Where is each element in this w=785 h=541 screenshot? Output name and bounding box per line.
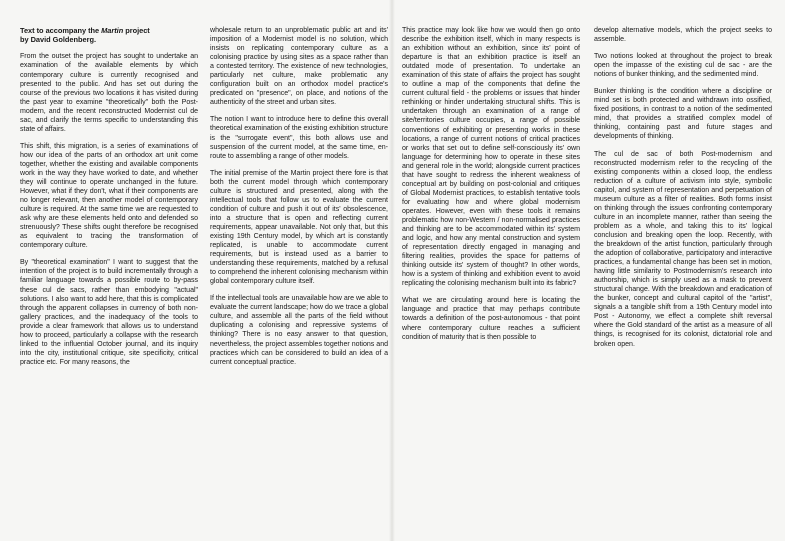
text-column-3 (402, 26, 580, 350)
paragraph: What we are circulating around here is locating the language and practice that may perhaps contribute towards a definition of the post-autonomous - that point where contemporary culture reaches a sufficient condition of maturity that is then possible to (402, 297, 580, 341)
paragraph: Bunker thinking is the condition where a discipline or mind set is both protected and withdrawn into ossified, fixed positions, in contrast to a notion of the sedimented mind, that provides a stratified complex model of thinking, containing past and future stages and developments of thinking. (594, 88, 772, 141)
title-suffix: project (123, 26, 150, 35)
paragraph: The initial premise of the Martin project there fore is that both the current model through which contemporary culture is structured and presented, along with the intellectual tools that follow us to evaluate the current condition of culture and push it out of its' obsolescence, into a structure that is open and reflecting current requirements, appear unavailable. Not only that, but this existing 19th Century model, by which art is constantly replicated, is unable to accommodate current requirements, but is instead used as a barrier to understanding these requirements, matched by a refusal to comprehend the inherent colonising mechanism within global contemporary culture itself. (210, 169, 388, 286)
paragraph: From the outset the project has sought to undertake an examination of the available elements by which contemporary culture is currently recognised and presented to the public. And has set out during the course of the previous two locations it has visited during the past year to examine "theoretically" both the Post-modern, and the recent reconstructed Modernist cul de sac, and clarify the terms specific to understanding this state of affairs. (20, 53, 198, 133)
paragraph: This practice may look like how we would then go onto describe the exhibition itself, which in many respects is an exhibition without an exhibition, since its' point of departure is that an exhibition practice is itself an outdated mode of presentation. To undertake an examination of this state of affairs the project has sought to outline a map of the components that define the current cultural field - the problems or issues that hinder rethinking or hinder undertaking structural shifts. This is undertaken through an examination of a range of site/territories culture occupies, a range of possible conventions of exhibiting or presenting works in these locations, a range of current notions of critical practices or works that set out to define self-consciously its' own language for determining how to operate in these sites and general role in the world; alongside current practices that have sought to redress the inherent weakness of conceptual art by building on post-colonial and critiques of Global Modernist practices, to establish tentative tools for evaluating how and where global modernism operates. However, even with these tools it remains problematic how non-Western / non-normalised practices and thinking are to be accommodated within its' system and logic, and how any mental construction and system of representation directly engaged in managing and filtering realities, provides the space for patterns of thinking outside its' system of thought? In other words, how is a system of thinking and exhibition event to avoid replicating the colonising mechanism built into its fabric? (402, 27, 580, 288)
paragraph: The cul de sac of both Post-modernism and reconstructed modernism refer to the recycling of the existing components within a closed loop, the endless reduction of a culture of activism into style, symbolic capitol, and system of representation and perpetuation of museum culture as a filter of realities. Both forms insist on thinking through the issues confronting contemporary culture in an incomplete manner, rather than seeing the problem as a whole, and taking this to its' logical conclusion and breaking open the loop. Recently, with the breakdown of the artist function, particularly through the adoption of collaborative, participatory and interactive practices, a fundamental change has been set in motion, having little similarity to Postmodernism's research into authorship, which is simply used as a mask to prevent structural change. With the breakdown and eradication of the bunker, concept and cultural capitol of the "artist", signals a a tangible shift from a 19th Century model into Post - Autonomy, we effect a complete shift reversal where the Gold standard of the artist as a measure of all things, is recognised for its colonist, dictatorial role and broken open. (594, 150, 772, 348)
paragraph: Two notions looked at throughout the project to break open the impasse of the existing cul de sac - are the notions of bunker thinking, and the sedimented mind. (594, 53, 772, 79)
page-spine (389, 0, 395, 541)
paragraph: develop alternative models, which the project seeks to assemble. (594, 27, 772, 44)
paragraph: By "theoretical examination" I want to suggest that the intention of the project is to build incrementally through a familiar language towards a possible route to by-pass these cul de sacs, rather than embodying "actual" solutions. I also want to add here, that this is complicated through the apparent collapses in currency of both non-gallery practices, and the inadequacy of the tools to provide a clear framework that allows us to understand how to proceed, particularly a collapse with the research linked to the influential October journal, and its inquiry into the city, institutional critique, site specificity, critical practice etc. For many reasons, the (20, 259, 198, 366)
paragraph: wholesale return to an unproblematic public art and its' imposition of a Modernist model is no solution, which insists on replicating contemporary culture as a colonising practice by using sites as a space rather than a contested territory. The existence of new technologies, particularly net culture, make problematic any configuration built on an orthodox model practice's predicated on "presence", on place, and notions of the authenticity of the street and urban sites. (210, 27, 388, 107)
text-column-1 (20, 26, 198, 375)
document-author: by David Goldenberg. (20, 35, 96, 45)
title-prefix: Text to accompany the (20, 26, 102, 35)
paragraph: If the intellectual tools are unavailable how are we able to evaluate the current landscape; how do we trace a global culture, and assemble all the parts of the field without duplicating a colonising and repressive systems of thinking? There is no easy answer to that question, nevertheless, the project assembles together notions and practices which can be considered to build an idea of a current conceptual practice. (210, 295, 388, 366)
paragraph: The notion I want to introduce here to define this overall theoretical examination of the existing exhibition structure is the "surrogate event", this both allows use and suspension of the current model, at the same time, en-route to assembling a range of other models. (210, 116, 388, 160)
title-italic: Martin (101, 26, 124, 35)
text-column-2 (210, 26, 388, 375)
text-column-4 (594, 26, 772, 357)
document-title (20, 26, 198, 44)
paragraph: This shift, this migration, is a series of examinations of how our idea of the parts of an orthodox art unit come together, whether the existing and available components work in the way they have worked to date, and whether they will continue to operate unchanged in the future. However, what if they don't, what if their components are no longer relevant, then another model of contemporary culture is required. At the same time we are requested to ask why are these elements held onto and defended so strenuously? These shifts ought therefore be recognised as equivalent to tracing the transformation of contemporary culture. (20, 142, 198, 250)
